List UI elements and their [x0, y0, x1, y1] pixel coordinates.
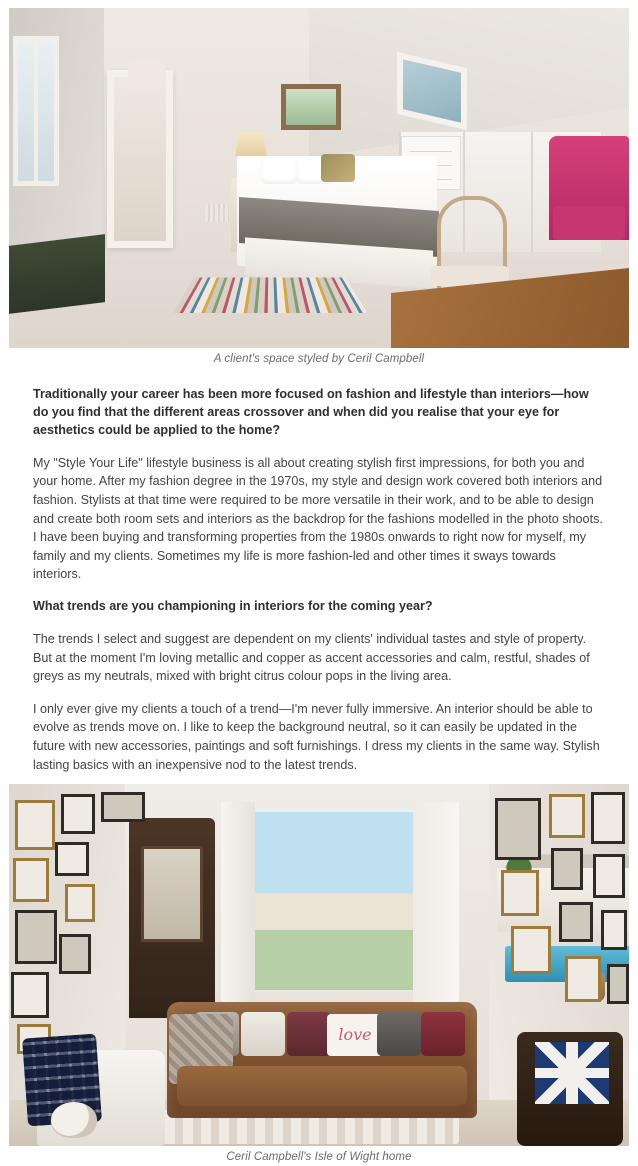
dark-wood-door [129, 818, 215, 1018]
curtain [221, 802, 255, 1032]
cushion [241, 1012, 285, 1056]
picture-frame [11, 972, 49, 1018]
striped-rug [173, 277, 368, 313]
garden-view-opening [247, 810, 425, 992]
dog-cushion [51, 1102, 97, 1138]
picture-frame [15, 800, 55, 850]
interview-answer: My "Style Your Life" lifestyle business is all about creating stylish first impressions, for both you and your home. After my fashion degree in the 1970s, my style and design work covered both interiors and fashion. Stylists at that time were required to be more versatile in their work, and to be able to design and create both room sets and interiors as the backdrop for the fashions modelled in the photo shoots. I have been buying and transforming properties from the 1980s onwards to right now for myself, my family and my clients. Sometimes my life is more fashion-led and other times it sways towards interiors. [33, 455, 603, 582]
picture-frame [601, 910, 627, 950]
pillow [261, 158, 297, 184]
bedroom-interior-photo [9, 8, 629, 348]
interview-question: What trends are you championing in interiors for the coming year? [33, 599, 433, 613]
picture-frame [65, 884, 95, 922]
picture-frame [55, 842, 89, 876]
figure-caption: A client's space styled by Ceril Campbell [213, 353, 425, 365]
framed-artwork [281, 84, 341, 130]
love-cushion [327, 1014, 383, 1056]
union-jack-cushion [535, 1042, 609, 1104]
floor-mirror [107, 70, 173, 248]
picture-frame [495, 798, 541, 860]
love-cushion-text: love [338, 1025, 372, 1045]
figure-bedroom [9, 0, 629, 368]
living-room-illustration [9, 784, 629, 1146]
picture-frame [59, 934, 91, 974]
figure-caption: Ceril Campbell's Isle of Wight home [226, 1151, 412, 1164]
interview-answer: I only ever give my clients a touch of a trend—I'm never fully immersive. An interior should be able to evolve as trends move on. I like to keep the background neutral, so it can easily be updated in the future with new accessories, paintings and soft furnishings. I dress my clients in the same way. Stylish lasting basics with an inexpensive nod to the latest trends. [33, 701, 600, 772]
picture-frame [549, 794, 585, 838]
picture-frame [501, 870, 539, 916]
cushion [377, 1012, 421, 1056]
bedroom-illustration [9, 8, 629, 348]
picture-frame [15, 910, 57, 964]
picture-frame [607, 964, 629, 1004]
picture-frame [511, 926, 551, 974]
article-body [33, 368, 605, 774]
pink-armchair [549, 136, 629, 240]
cushion [287, 1012, 331, 1056]
figure-living-room [9, 784, 629, 1166]
picture-frame [551, 848, 583, 890]
storage-trunk [9, 234, 105, 314]
door-panel-artwork [141, 846, 203, 942]
sofa-seat [177, 1066, 467, 1106]
living-room-interior-photo [9, 784, 629, 1146]
accent-cushion [321, 154, 355, 182]
picture-frame [61, 794, 95, 834]
picture-frame [101, 792, 145, 822]
table-lamp-icon [235, 132, 267, 156]
picture-frame [565, 956, 601, 1002]
picture-frame [559, 902, 593, 942]
picture-frame [13, 858, 49, 902]
interview-answer: The trends I select and suggest are dependent on my clients' individual tastes and style of property. But at the moment I'm loving metallic and copper as accent accessories and calm, restful, shades of greys as my neutrals, mixed with bright citrus colour pops in the living area. [33, 631, 590, 684]
cushion [421, 1012, 465, 1056]
picture-frame [593, 854, 625, 898]
picture-frame [591, 792, 625, 844]
window [13, 36, 59, 186]
interview-question: Traditionally your career has been more focused on fashion and lifestyle than interiors—how do you find that the different areas crossover and when did you realise that your eye for aesthetics could be applied to the home? [33, 387, 589, 437]
radiator [205, 204, 229, 222]
